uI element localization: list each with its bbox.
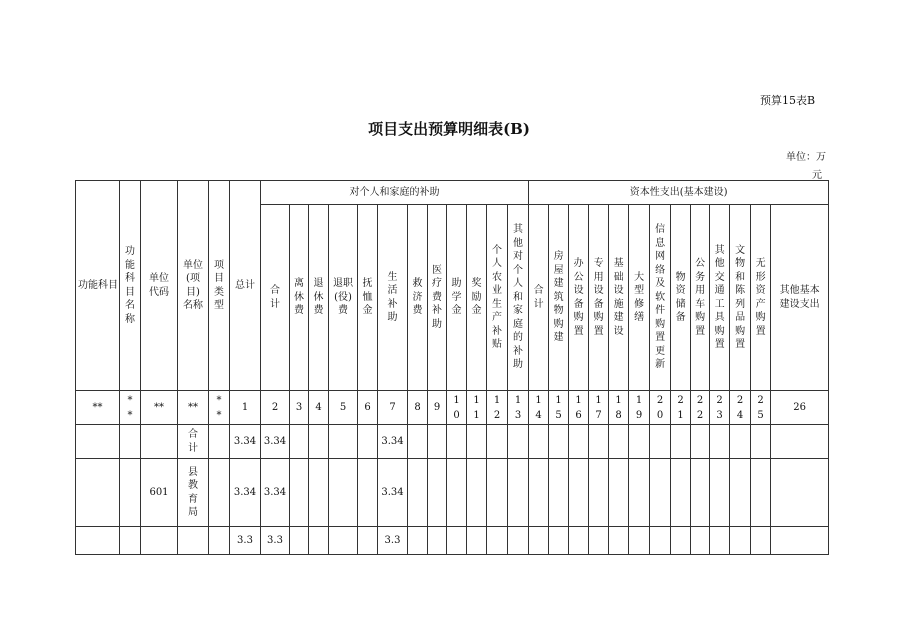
- index-cell: 22: [691, 391, 710, 425]
- index-cell: **: [76, 391, 120, 425]
- index-row: [76, 391, 829, 425]
- living-subsidy-cell: 3.34: [378, 425, 408, 459]
- header-repair: 大型修缮: [629, 205, 650, 391]
- index-cell: 15: [549, 391, 569, 425]
- header-capital-total: 合计: [529, 205, 549, 391]
- unit-name-cell: 合计: [178, 425, 209, 459]
- total-cell: 3.34: [230, 425, 261, 459]
- index-cell: 8: [408, 391, 428, 425]
- index-cell: 4: [309, 391, 329, 425]
- index-cell: 6: [358, 391, 378, 425]
- header-project-type: 项目类型: [209, 181, 230, 391]
- total-cell: 3.3: [230, 527, 261, 555]
- index-cell: 17: [589, 391, 609, 425]
- index-cell: 14: [529, 391, 549, 425]
- unit-code-cell: [141, 527, 178, 555]
- header-unit-name: 单位(项目)名称: [178, 181, 209, 391]
- table-row: [76, 425, 829, 459]
- header-award: 奖励金: [467, 205, 487, 391]
- header-medical: 医疗费补助: [428, 205, 447, 391]
- header-it-network: 信息网络及软件购置更新: [650, 205, 671, 391]
- form-code: 预算15表B: [760, 94, 816, 107]
- unit-label: 单位：万: [786, 152, 826, 163]
- living-subsidy-cell: 3.34: [378, 459, 408, 527]
- unit-name-cell: [178, 527, 209, 555]
- living-subsidy-cell: 3.3: [378, 527, 408, 555]
- header-resignation: 退职(役)费: [329, 205, 358, 391]
- header-pension: 抚恤金: [358, 205, 378, 391]
- header-func-subject: 功能科目: [76, 181, 120, 391]
- header-personal-total: 合计: [261, 205, 290, 391]
- header-material-reserve: 物资储备: [671, 205, 691, 391]
- header-infrastructure: 基础设施建设: [609, 205, 629, 391]
- header-other-personal: 其他对个人和家庭的补助: [508, 205, 529, 391]
- table-row: [76, 459, 829, 527]
- header-other-construction: 其他基本建设支出: [771, 205, 829, 391]
- header-relief: 救济费: [408, 205, 428, 391]
- header-row-groups: [76, 181, 829, 205]
- header-agri-subsidy: 个人农业生产补贴: [487, 205, 508, 391]
- index-cell: 12: [487, 391, 508, 425]
- index-cell: 1: [230, 391, 261, 425]
- header-office-equipment: 办公设备购置: [569, 205, 589, 391]
- index-cell: 3: [290, 391, 309, 425]
- index-cell: 21: [671, 391, 691, 425]
- index-cell: 10: [447, 391, 467, 425]
- header-relics: 文物和陈列品购置: [730, 205, 751, 391]
- index-cell: 9: [428, 391, 447, 425]
- index-cell: 23: [710, 391, 730, 425]
- header-other-transport: 其他交通工具购置: [710, 205, 730, 391]
- header-unit-code: 单位代码: [141, 181, 178, 391]
- unit-name-cell: 县教育局: [178, 459, 209, 527]
- header-building: 房屋建筑物购建: [549, 205, 569, 391]
- header-total: 总计: [230, 181, 261, 391]
- index-cell: **: [178, 391, 209, 425]
- personal-total-cell: 3.34: [261, 459, 290, 527]
- personal-total-cell: 3.34: [261, 425, 290, 459]
- index-cell: 26: [771, 391, 829, 425]
- header-living-subsidy: 生活补助: [378, 205, 408, 391]
- index-cell: 7: [378, 391, 408, 425]
- unit-code-cell: 601: [141, 459, 178, 527]
- index-cell: 25: [751, 391, 771, 425]
- header-special-equipment: 专用设备购置: [589, 205, 609, 391]
- unit-label-cont: 元: [812, 170, 822, 181]
- header-retirement-tuixiu: 退休费: [309, 205, 329, 391]
- total-cell: 3.34: [230, 459, 261, 527]
- header-official-car: 公务用车购置: [691, 205, 710, 391]
- index-cell: **: [141, 391, 178, 425]
- personal-total-cell: 3.3: [261, 527, 290, 555]
- index-cell: 16: [569, 391, 589, 425]
- table-row: [76, 527, 829, 555]
- index-cell: 24: [730, 391, 751, 425]
- header-group-personal: 对个人和家庭的补助: [261, 181, 529, 205]
- page-title: 项目支出预算明细表(B): [368, 120, 530, 138]
- header-retirement-lixiu: 离休费: [290, 205, 309, 391]
- header-group-capital: 资本性支出(基本建设): [529, 181, 829, 205]
- index-cell: **: [209, 391, 230, 425]
- index-cell: 13: [508, 391, 529, 425]
- index-cell: 11: [467, 391, 487, 425]
- index-cell: **: [120, 391, 141, 425]
- unit-code-cell: [141, 425, 178, 459]
- header-scholarship: 助学金: [447, 205, 467, 391]
- budget-table: [75, 180, 829, 555]
- header-intangible: 无形资产购置: [751, 205, 771, 391]
- index-cell: 2: [261, 391, 290, 425]
- index-cell: 18: [609, 391, 629, 425]
- index-cell: 5: [329, 391, 358, 425]
- header-func-subject-name: 功能科目名称: [120, 181, 141, 391]
- index-cell: 20: [650, 391, 671, 425]
- index-cell: 19: [629, 391, 650, 425]
